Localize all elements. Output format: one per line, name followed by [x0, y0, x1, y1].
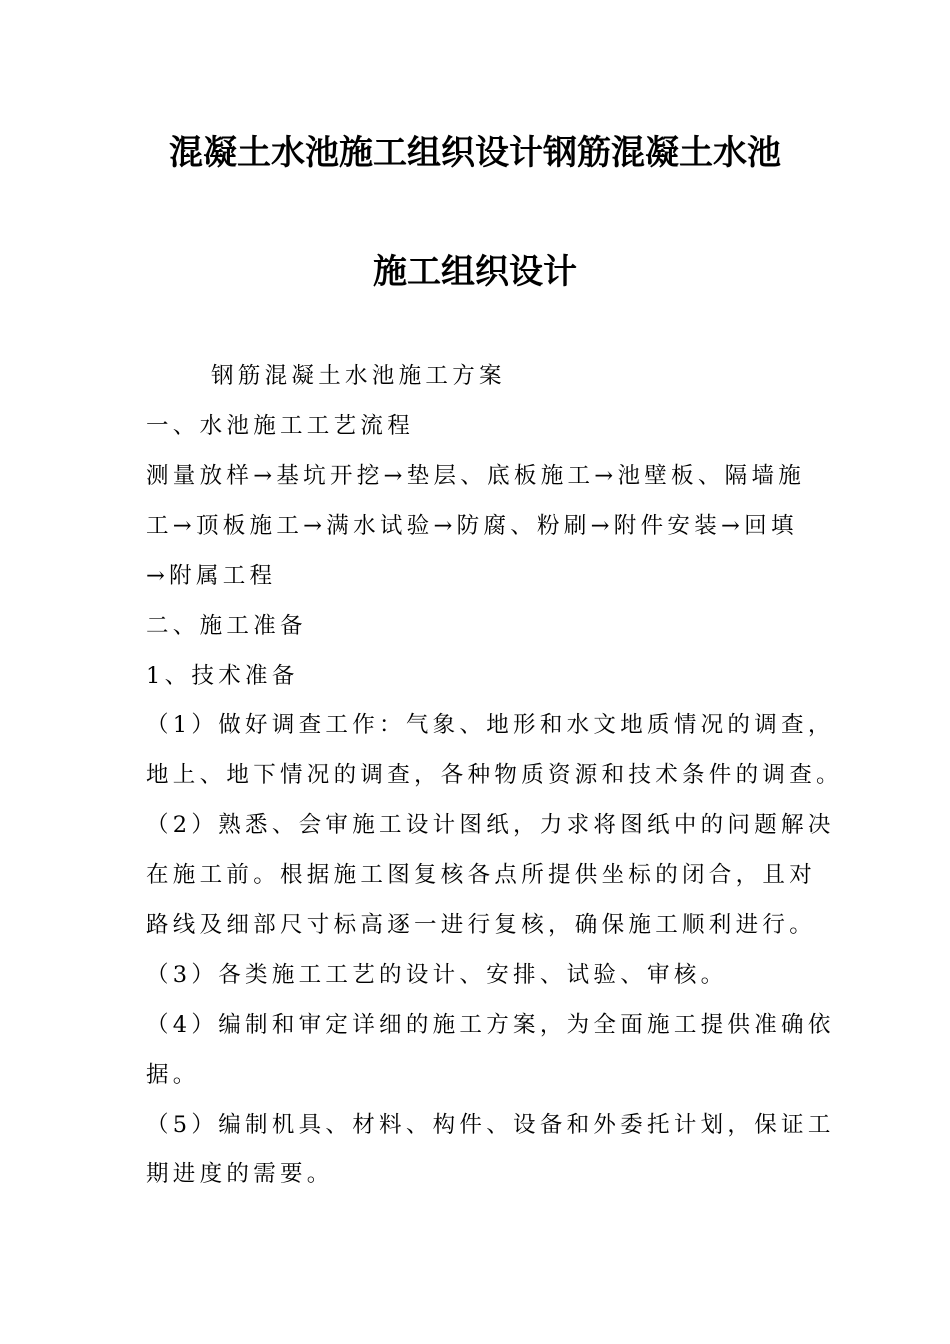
- paragraph-line: （5）编制机具、材料、构件、设备和外委托计划，保证工: [146, 1112, 835, 1138]
- paragraph-line: 在施工前。根据施工图复核各点所提供坐标的闭合，且对: [146, 862, 817, 888]
- paragraph-line: →附属工程: [146, 563, 277, 589]
- paragraph-line: （3）各类施工工艺的设计、安排、试验、审核。: [146, 962, 728, 988]
- paragraph-line: 路线及细部尺寸标高逐一进行复核，确保施工顺利进行。: [146, 912, 817, 938]
- section-subtitle: 钢筋混凝土水池施工方案: [211, 363, 506, 389]
- document-title-line-2: 施工组织设计: [373, 252, 577, 292]
- heading-process-flow: 一、水池施工工艺流程: [146, 413, 415, 439]
- document-title-line-1: 混凝土水池施工组织设计钢筋混凝土水池: [169, 133, 781, 173]
- paragraph-line: 测量放样→基坑开挖→垫层、底板施工→池壁板、隔墙施: [146, 463, 806, 489]
- heading-preparation: 二、施工准备: [146, 613, 307, 639]
- paragraph-line: 地上、地下情况的调查，各种物质资源和技术条件的调查。: [146, 762, 843, 788]
- paragraph-line: （1）做好调查工作：气象、地形和水文地质情况的调查，: [146, 712, 835, 738]
- paragraph-line: 期进度的需要。: [146, 1161, 334, 1187]
- paragraph-line: （2）熟悉、会审施工设计图纸，力求将图纸中的问题解决: [146, 812, 835, 838]
- paragraph-line: （4）编制和审定详细的施工方案，为全面施工提供准确依: [146, 1012, 835, 1038]
- paragraph-line: 据。: [146, 1062, 200, 1088]
- paragraph-line: 工→顶板施工→满水试验→防腐、粉刷→附件安装→回填: [146, 513, 798, 539]
- heading-technical-preparation: 1、技术准备: [146, 663, 299, 689]
